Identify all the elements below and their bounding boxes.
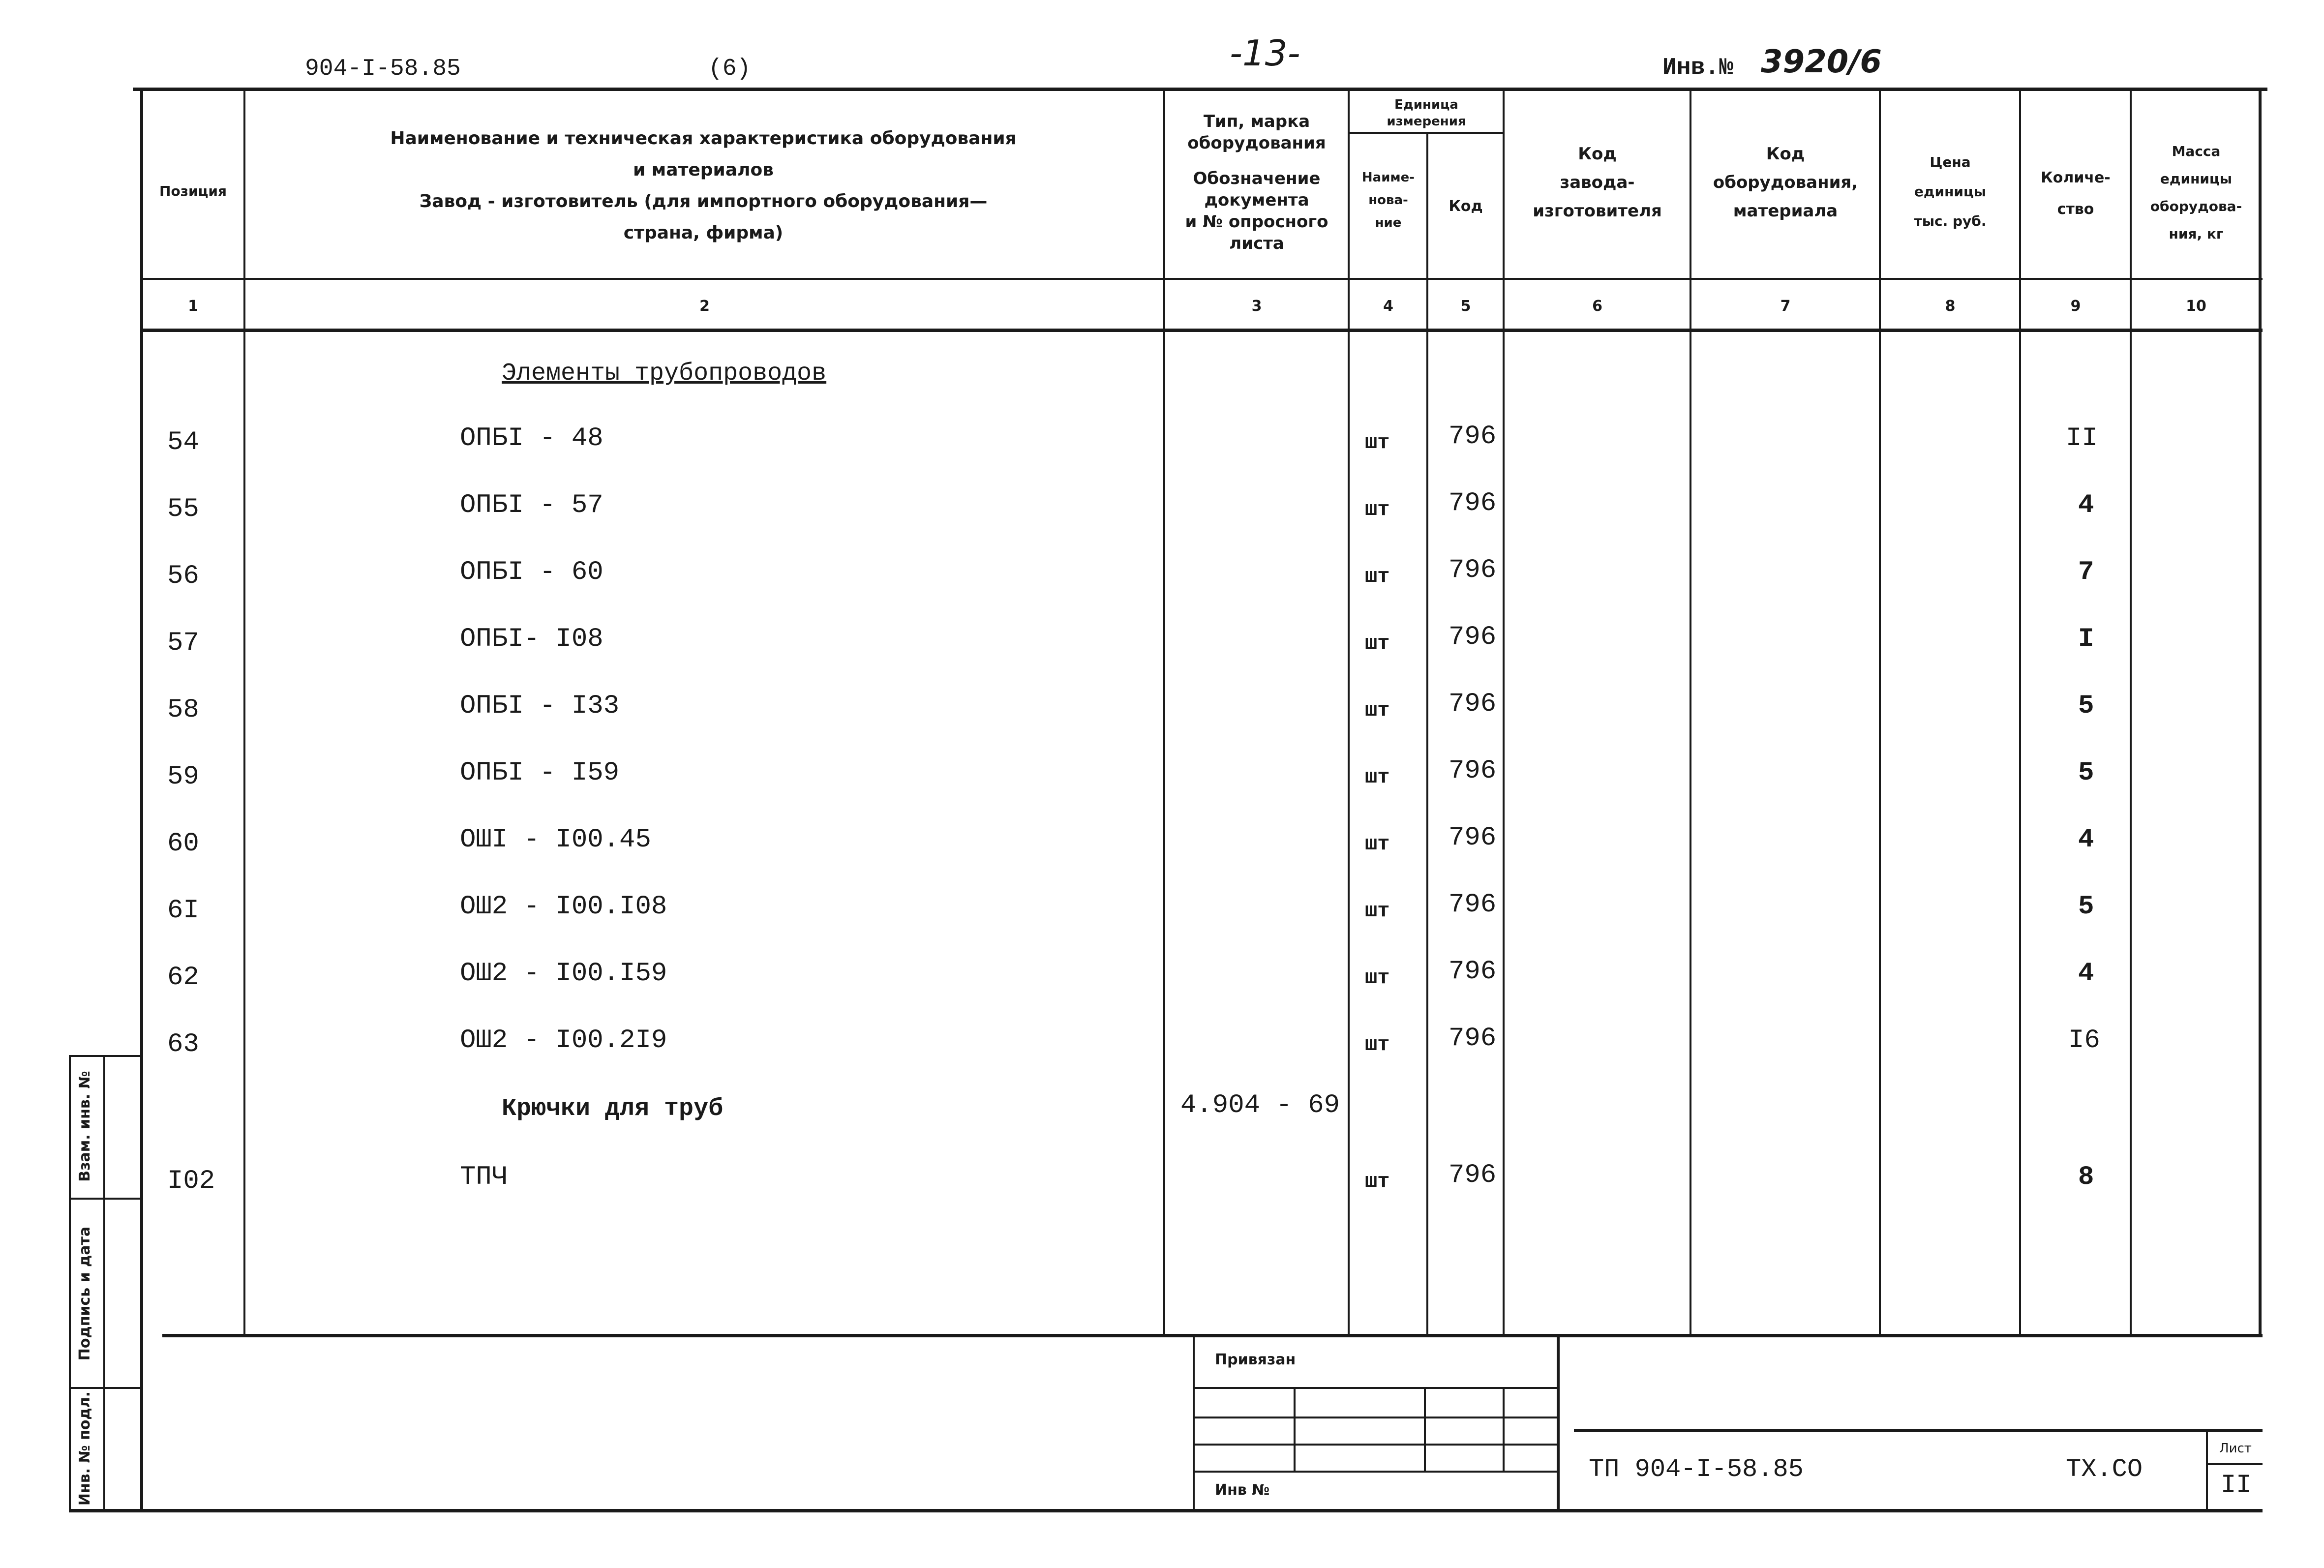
header-col7: Код оборудования, материала — [1713, 144, 1858, 221]
row-code: 796 — [1449, 1160, 1497, 1190]
row-pos: 63 — [167, 1029, 199, 1059]
inv-label: Инв.№ — [1662, 55, 1734, 81]
row-name: ОПБI- I08 — [460, 624, 604, 654]
row-pos: 58 — [167, 695, 199, 725]
col-sep-3 — [1348, 88, 1350, 1337]
header-col10: Масса единицы оборудова- ния, кг — [2150, 143, 2242, 242]
page-number: -13- — [1230, 32, 1300, 74]
row-code: 796 — [1449, 689, 1497, 719]
col-number-1: 1 — [188, 298, 198, 315]
col-sep-5 — [1503, 88, 1505, 1337]
header-col3: Тип, марка оборудования Обозначение документа и № опросного листа — [1185, 112, 1328, 253]
row-unit: шт — [1365, 899, 1390, 923]
row-qty: 7 — [2078, 557, 2094, 587]
row-name: ОПБI - 57 — [460, 490, 604, 520]
row-pos: I02 — [167, 1166, 215, 1196]
row-unit: шт — [1365, 966, 1390, 990]
row-qty: 4 — [2078, 959, 2094, 989]
privyazan-label: Привязан — [1215, 1351, 1296, 1368]
header-col8: Цена единицы тыс. руб. — [1914, 154, 1987, 229]
privyazan-grid-2 — [1424, 1387, 1426, 1471]
row-code: 796 — [1449, 622, 1497, 652]
row-unit: шт — [1365, 1170, 1390, 1193]
doc-mark: ТХ.СО — [2066, 1455, 2143, 1484]
col-number-3: 3 — [1251, 298, 1262, 315]
row-unit: шт — [1365, 1033, 1390, 1056]
title-block-sheet-divider — [2206, 1463, 2263, 1465]
side-stamp-vzam: Взам. инв. № — [76, 1071, 93, 1182]
section-title: Элементы трубопроводов — [502, 360, 827, 388]
row-pos: 6I — [167, 896, 199, 926]
privyazan-box-left — [1193, 1334, 1195, 1509]
doc-code: ТП 904-I-58.85 — [1589, 1455, 1804, 1484]
row-name: ОПБI - I33 — [460, 691, 620, 721]
col-number-4: 4 — [1383, 298, 1393, 315]
header-bottom-line — [143, 278, 2263, 280]
row-name: ОШI - I00.45 — [460, 825, 651, 855]
row-unit: шт — [1365, 765, 1390, 789]
row-name: ТПЧ — [460, 1162, 508, 1192]
privyazan-line-1 — [1193, 1387, 1557, 1389]
row-unit: шт — [1365, 431, 1390, 454]
header-col1: Позиция — [159, 183, 227, 199]
sheet-label: Лист — [2219, 1441, 2252, 1456]
title-block-top — [1574, 1429, 2263, 1432]
row-pos: 54 — [167, 427, 199, 457]
row-code: 796 — [1449, 1024, 1497, 1054]
row-qty: 5 — [2078, 691, 2094, 721]
row-code: 796 — [1449, 823, 1497, 853]
row-qty: 8 — [2078, 1162, 2094, 1192]
row-code: 796 — [1449, 756, 1497, 786]
col-sep-9 — [2130, 88, 2132, 1337]
header-numbers-line — [143, 329, 2263, 332]
row-unit: шт — [1365, 565, 1390, 588]
row-code: 796 — [1449, 890, 1497, 920]
header-unit-group: Единица измерения — [1387, 97, 1466, 129]
frame-top — [133, 88, 2267, 91]
frame-bottom — [69, 1509, 2263, 1512]
row-pos: 56 — [167, 561, 199, 591]
header-col2: Наименование и техническая характеристика оборудования и материалов Завод - изготовитель (для импортного оборудования— страна, фирма) — [390, 128, 1017, 243]
row-name: ОПБI - 48 — [460, 423, 604, 453]
sheet-ref: (6) — [708, 56, 751, 82]
frame-right — [2259, 88, 2262, 1337]
row-qty: 4 — [2078, 490, 2094, 520]
col-number-10: 10 — [2186, 298, 2206, 315]
row-unit: шт — [1365, 498, 1390, 521]
table-bottom-line — [162, 1334, 2263, 1337]
privyazan-grid-3 — [1503, 1387, 1505, 1471]
privyazan-box-right — [1557, 1334, 1560, 1509]
section-title: Крючки для труб — [502, 1095, 724, 1123]
header-col4: Наиме- нова- ние — [1361, 170, 1415, 230]
col-sep-6 — [1690, 88, 1691, 1337]
side-stamp-left — [69, 1055, 71, 1510]
row-qty: 5 — [2078, 758, 2094, 788]
row-qty: 4 — [2078, 825, 2094, 855]
row-code: 796 — [1449, 422, 1497, 452]
row-unit: шт — [1365, 698, 1390, 722]
row-code: 796 — [1449, 555, 1497, 585]
col-number-2: 2 — [699, 298, 710, 315]
header-col5: Код — [1449, 198, 1483, 215]
privyazan-grid-1 — [1294, 1387, 1296, 1471]
side-stamp-inv-podl: Инв. № подл. — [76, 1391, 93, 1506]
row-pos: 60 — [167, 829, 199, 859]
row-pos: 55 — [167, 494, 199, 524]
row-name: ОШ2 - I00.2I9 — [460, 1025, 667, 1055]
row-name: ОШ2 - I00.I08 — [460, 892, 667, 922]
row-name: ОШ2 - I00.I59 — [460, 959, 667, 989]
row-unit: шт — [1365, 832, 1390, 856]
side-stamp-podpis: Подпись и дата — [76, 1226, 93, 1361]
col-number-6: 6 — [1592, 298, 1602, 315]
col-number-5: 5 — [1460, 298, 1471, 315]
row-unit: шт — [1365, 632, 1390, 655]
inv-number: 3920/6 — [1761, 44, 1882, 80]
col-sep-2 — [1163, 88, 1165, 1337]
col-sep-8 — [2019, 88, 2021, 1337]
col-sep-1 — [243, 88, 245, 1337]
row-pos: 59 — [167, 762, 199, 792]
row-qty: II — [2066, 423, 2098, 453]
privyazan-line-4 — [1193, 1471, 1557, 1473]
row-code: 796 — [1449, 488, 1497, 518]
privyazan-line-3 — [1193, 1444, 1557, 1446]
section-doc: 4.904 - 69 — [1180, 1090, 1340, 1120]
col-sep-4 — [1426, 133, 1428, 1337]
col-number-7: 7 — [1780, 298, 1791, 315]
inv-no-label: Инв № — [1215, 1481, 1270, 1499]
col-number-8: 8 — [1945, 298, 1956, 315]
project-code: 904-I-58.85 — [305, 56, 461, 82]
row-qty: I6 — [2068, 1025, 2100, 1055]
header-col9: Количе- ство — [2041, 169, 2111, 218]
row-pos: 62 — [167, 963, 199, 993]
col-sep-7 — [1879, 88, 1881, 1337]
sheet-number: II — [2221, 1471, 2252, 1500]
header-col6: Код завода- изготовителя — [1533, 144, 1662, 221]
row-pos: 57 — [167, 628, 199, 658]
privyazan-line-2 — [1193, 1417, 1557, 1418]
row-name: ОПБI - I59 — [460, 758, 620, 788]
row-qty: 5 — [2078, 892, 2094, 922]
title-block-sheet-left — [2206, 1429, 2208, 1509]
side-stamp-inner — [103, 1055, 105, 1510]
row-code: 796 — [1449, 957, 1497, 987]
unit-group-line — [1348, 132, 1504, 134]
row-qty: I — [2078, 624, 2094, 654]
col-number-9: 9 — [2070, 298, 2081, 315]
row-name: ОПБI - 60 — [460, 557, 604, 587]
